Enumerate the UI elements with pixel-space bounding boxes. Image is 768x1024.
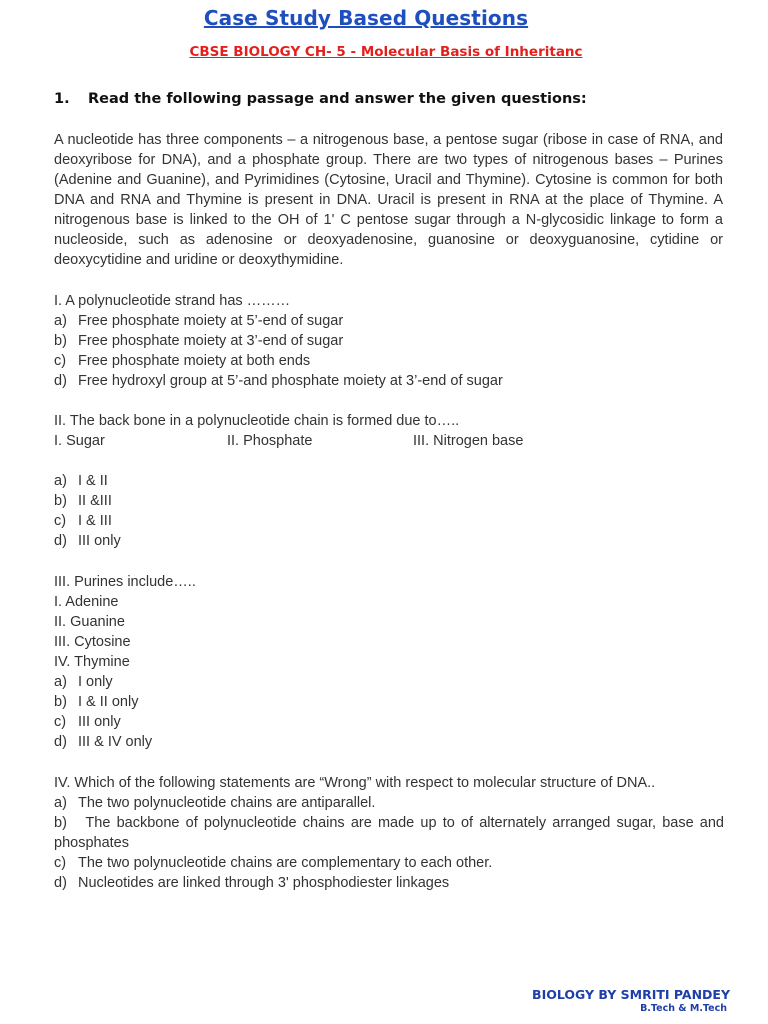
option-label: a) bbox=[54, 473, 67, 489]
choice-item: I. Sugar bbox=[54, 433, 105, 449]
option-label: c) bbox=[54, 353, 67, 369]
option-row bbox=[54, 672, 724, 692]
footer-credentials: B.Tech & M.Tech bbox=[640, 1003, 727, 1014]
option-row bbox=[54, 471, 724, 491]
choice-item: III. Cytosine bbox=[54, 634, 131, 650]
choice-item: I. Adenine bbox=[54, 594, 119, 610]
choice-item: II. Guanine bbox=[54, 614, 125, 630]
subquestion-2-stem: II. The back bone in a polynucleotide chain is formed due to….. bbox=[54, 413, 460, 429]
option-row bbox=[54, 351, 724, 371]
option-label: b) bbox=[54, 333, 67, 349]
option-text: The two polynucleotide chains are antiparallel. bbox=[78, 795, 376, 811]
option-label: d) bbox=[54, 533, 67, 549]
passage-text: A nucleotide has three components – a nitrogenous base, a pentose sugar (ribose in case of RNA, and deoxyribose for DNA), and a phosphate group. There are two types of nitrogenous bases – Purines (Adenine and Guanine), and Pyrimidines (Cytosine, Uracil and Thymine). Cytosine is common for both DNA and RNA and Thymine is present in DNA. Uracil is present in RNA at the place of Thymine. A nitrogenous base is linked to the OH of 1' C pentose sugar through a N-glycosidic linkage to form a nucleoside, such as adenosine or deoxyadenosine, guanosine or deoxyguanosine, cytidine or deoxycytidine and uridine or deoxythymidine. bbox=[54, 132, 723, 268]
option-text: III only bbox=[78, 714, 121, 730]
option-text: Free phosphate moiety at 3’-end of sugar bbox=[78, 333, 344, 349]
option-row bbox=[54, 732, 724, 752]
option-label: d) bbox=[54, 373, 67, 389]
option-text: I & II only bbox=[78, 694, 139, 710]
option-row bbox=[54, 371, 724, 391]
subquestion-4-stem: IV. Which of the following statements are “Wrong” with respect to molecular structure of DNA.. bbox=[54, 775, 656, 791]
option-label: c) bbox=[54, 855, 67, 871]
option-row bbox=[54, 793, 724, 813]
option-row bbox=[54, 853, 724, 873]
choice-item: III. Nitrogen base bbox=[413, 433, 524, 449]
option-label: a) bbox=[54, 674, 67, 690]
option-label: d) bbox=[54, 875, 67, 891]
option-text: III & IV only bbox=[78, 734, 153, 750]
option-label: c) bbox=[54, 714, 67, 730]
choice-item: IV. Thymine bbox=[54, 654, 130, 670]
option-text: The backbone of polynucleotide chains are made up to of alternately arranged sugar, base and phosphates bbox=[54, 815, 724, 851]
option-label: b) bbox=[54, 694, 67, 710]
subquestion-1 bbox=[54, 291, 724, 391]
subquestion-4 bbox=[54, 773, 724, 893]
option-label: a) bbox=[54, 313, 67, 329]
chapter-subtitle: CBSE BIOLOGY CH- 5 - Molecular Basis of Inheritanc bbox=[189, 44, 583, 60]
option-text: II &III bbox=[78, 493, 112, 509]
option-row bbox=[54, 331, 724, 351]
option-row bbox=[54, 511, 724, 531]
option-label: b) bbox=[54, 815, 67, 831]
question-instruction: Read the following passage and answer the given questions: bbox=[88, 91, 587, 107]
option-text: Nucleotides are linked through 3' phosphodiester linkages bbox=[78, 875, 450, 891]
choice-row bbox=[54, 431, 724, 451]
option-row bbox=[54, 813, 724, 853]
option-text: Free hydroxyl group at 5’-and phosphate moiety at 3’-end of sugar bbox=[78, 373, 503, 389]
option-row bbox=[54, 311, 724, 331]
page-title: Case Study Based Questions bbox=[203, 6, 529, 30]
option-text: Free phosphate moiety at 5’-end of sugar bbox=[78, 313, 344, 329]
option-text: The two polynucleotide chains are complementary to each other. bbox=[78, 855, 493, 871]
choice-item: II. Phosphate bbox=[227, 433, 313, 449]
option-text: I & III bbox=[78, 513, 112, 529]
option-label: c) bbox=[54, 513, 67, 529]
question-number: 1. bbox=[54, 91, 70, 107]
subquestion-3 bbox=[54, 572, 724, 752]
footer-brand: BIOLOGY BY SMRITI PANDEY bbox=[532, 987, 730, 1002]
option-text: I only bbox=[78, 674, 113, 690]
option-label: b) bbox=[54, 493, 67, 509]
subquestion-3-stem: III. Purines include….. bbox=[54, 574, 196, 590]
option-row bbox=[54, 491, 724, 511]
option-text: III only bbox=[78, 533, 121, 549]
option-text: I & II bbox=[78, 473, 108, 489]
question-heading bbox=[54, 91, 587, 107]
subquestion-2 bbox=[54, 411, 724, 451]
subquestion-2-options bbox=[54, 471, 724, 551]
option-label: a) bbox=[54, 795, 67, 811]
option-row bbox=[54, 531, 724, 551]
option-row bbox=[54, 692, 724, 712]
option-row bbox=[54, 873, 724, 893]
subquestion-1-stem: I. A polynucleotide strand has ……… bbox=[54, 293, 291, 309]
option-label: d) bbox=[54, 734, 67, 750]
option-text: Free phosphate moiety at both ends bbox=[78, 353, 311, 369]
option-row bbox=[54, 712, 724, 732]
